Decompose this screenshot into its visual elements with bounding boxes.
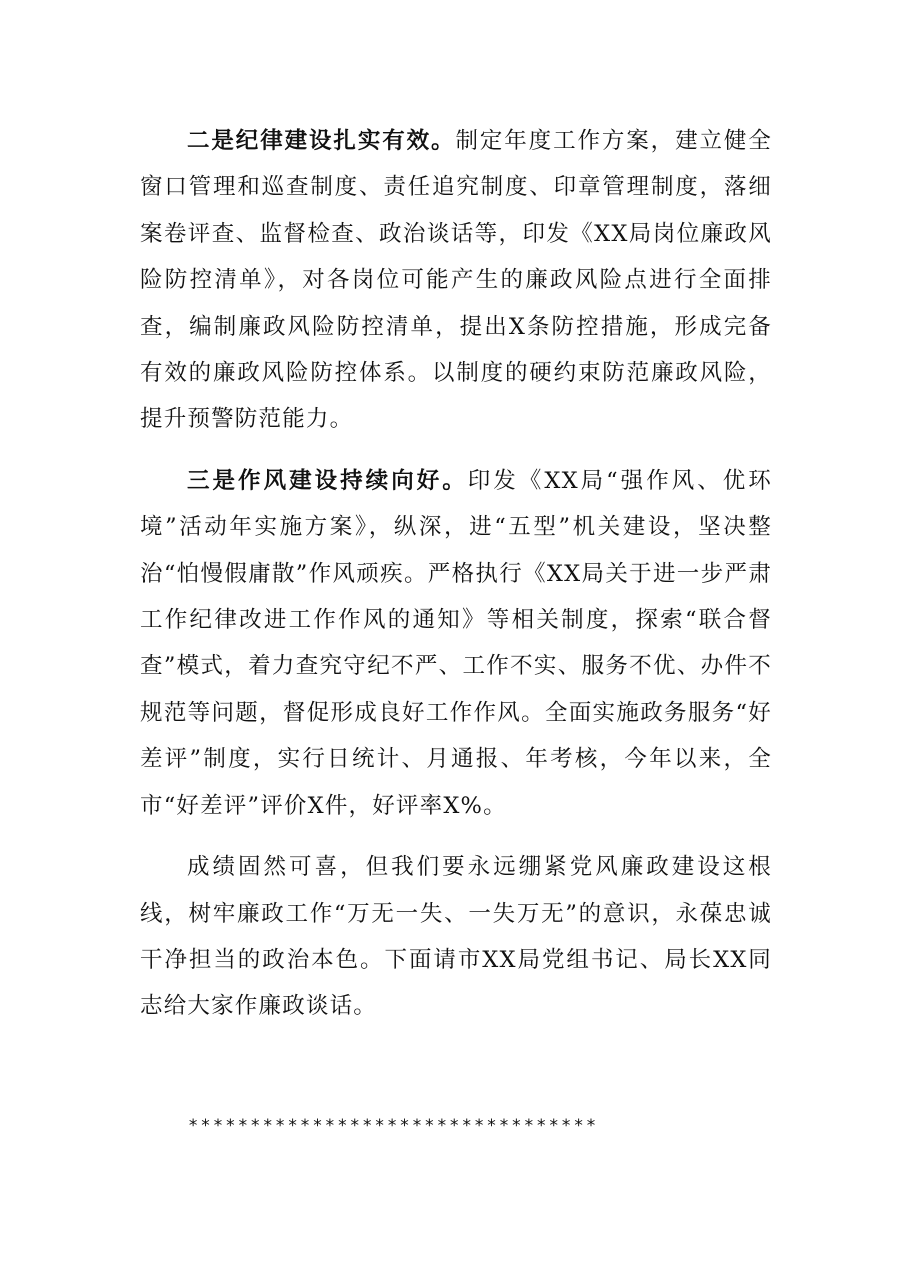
paragraph-conclusion [140,844,772,1030]
paragraph-text: 印发《XX局“强作风、优环境”活动年实施方案》，纵深，进“五型”机关建设，坚决整治“怕慢假庸散”作风顽疾。严格执行《XX局关于进一步严肃工作纪律改进工作作风的通知》等相关制度，探索“联合督查”模式，着力查究守纪不严、工作不实、服务不优、办件不规范等问题，督促形成良好工作作风。全面实施政务服务“好差评”制度，实行日统计、月通报、年考核，今年以来，全市“好差评”评价X件，好评率X%。 [140,467,772,819]
document-body [140,118,772,1045]
section-separator: ********************************* [188,1116,599,1136]
paragraph-lead: 三是作风建设持续向好。 [187,467,468,494]
paragraph-discipline [140,118,772,443]
paragraph-text: 成绩固然可喜，但我们要永远绷紧党风廉政建设这根线，树牢廉政工作“万无一失、一失万无”的意识，永葆忠诚干净担当的政治本色。下面请市XX局党组书记、局长XX同志给大家作廉政谈话。 [140,854,772,1020]
paragraph-lead: 二是纪律建设扎实有效。 [187,128,456,154]
paragraph-work-style [140,458,772,829]
paragraph-text: 制定年度工作方案，建立健全窗口管理和巡查制度、责任追究制度、印章管理制度，落细案卷评查、监督检查、政治谈话等，印发《XX局岗位廉政风险防控清单》，对各岗位可能产生的廉政风险点进行全面排查，编制廉政风险防控清单，提出X条防控措施，形成完备有效的廉政风险防控体系。以制度的硬约束防范廉政风险，提升预警防范能力。 [140,128,772,433]
